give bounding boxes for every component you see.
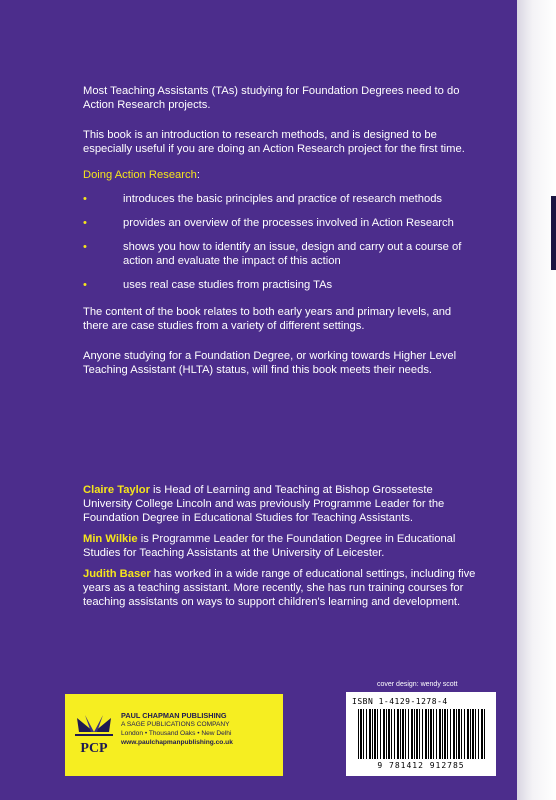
list-item [83,192,473,206]
body-paragraph-2: Anyone studying for a Foundation Degree, or working towards Higher Level Teaching Assistant (HLTA) status, will find this book meets their needs. [83,350,457,376]
isbn-text: ISBN 1-4129-1278-4 [352,697,448,706]
barcode-number: 9 781412 912785 [377,761,465,770]
description [83,84,473,377]
features-heading [83,168,473,182]
list-item [83,278,473,292]
author-name: Claire Taylor [83,484,150,496]
author-bio-text: has worked in a wide range of educational settings, including five years as a teaching assistant. More recently, she has run training courses for teaching assistants on ways to support children's learning and development. [83,568,476,608]
list-item [83,216,473,230]
author-bio [83,567,483,609]
cover-design-credit: cover design: wendy scott [377,681,458,688]
logo-text: PCP [80,741,108,756]
list-item-text: shows you how to identify an issue, design and carry out a course of action and evaluate the impact of this action [123,241,462,267]
list-item-text: introduces the basic principles and practice of research methods [123,193,443,205]
list-item-text: provides an overview of the processes involved in Action Research [123,217,454,229]
body-paragraph-1: The content of the book relates to both early years and primary levels, and there are case studies from a variety of different settings. [83,306,452,332]
publisher-website-link[interactable]: www.paulchapmanpublishing.co.uk [121,739,233,746]
author-bio [83,532,483,560]
author-bio-text: is Head of Learning and Teaching at Bishop Grosseteste University College Lincoln and was previously Programme Leader for the Foundation Degree in Educational Studies for Teaching Assistants. [83,484,445,524]
author-bios [83,483,483,616]
barcode-block [346,692,496,776]
list-item-text: uses real case studies from practising TAs [123,279,333,291]
publisher-cities: London • Thousand Oaks • New Delhi [121,730,232,737]
features-heading-colon: : [196,169,200,181]
author-name: Min Wilkie [83,533,138,545]
bullet-icon: • [83,241,87,253]
pcp-logo-icon [73,712,115,758]
features-heading-text: Doing Action Research [83,169,197,181]
bullet-icon: • [83,193,87,205]
intro-paragraph-2: This book is an introduction to research methods, and is designed to be especially useful if you are doing an Action Research project for the first time. [83,129,465,155]
author-name: Judith Baser [83,568,151,580]
list-item [83,240,473,268]
publisher-name: PAUL CHAPMAN PUBLISHING [121,711,227,720]
publisher-block [65,694,283,776]
bullet-icon: • [83,217,87,229]
barcode-icon [358,709,486,759]
publisher-company: A SAGE PUBLICATIONS COMPANY [121,721,230,728]
spine-mark [551,196,556,270]
intro-paragraph-1: Most Teaching Assistants (TAs) studying for Foundation Degrees need to do Action Research projects. [83,85,460,111]
bullet-icon: • [83,279,87,291]
author-bio-text: is Programme Leader for the Foundation Degree in Educational Studies for Teaching Assistants at the University of Leicester. [83,533,456,559]
features-list [83,192,473,292]
publisher-info [121,711,281,747]
author-bio [83,483,483,525]
spine-edge [517,0,556,800]
